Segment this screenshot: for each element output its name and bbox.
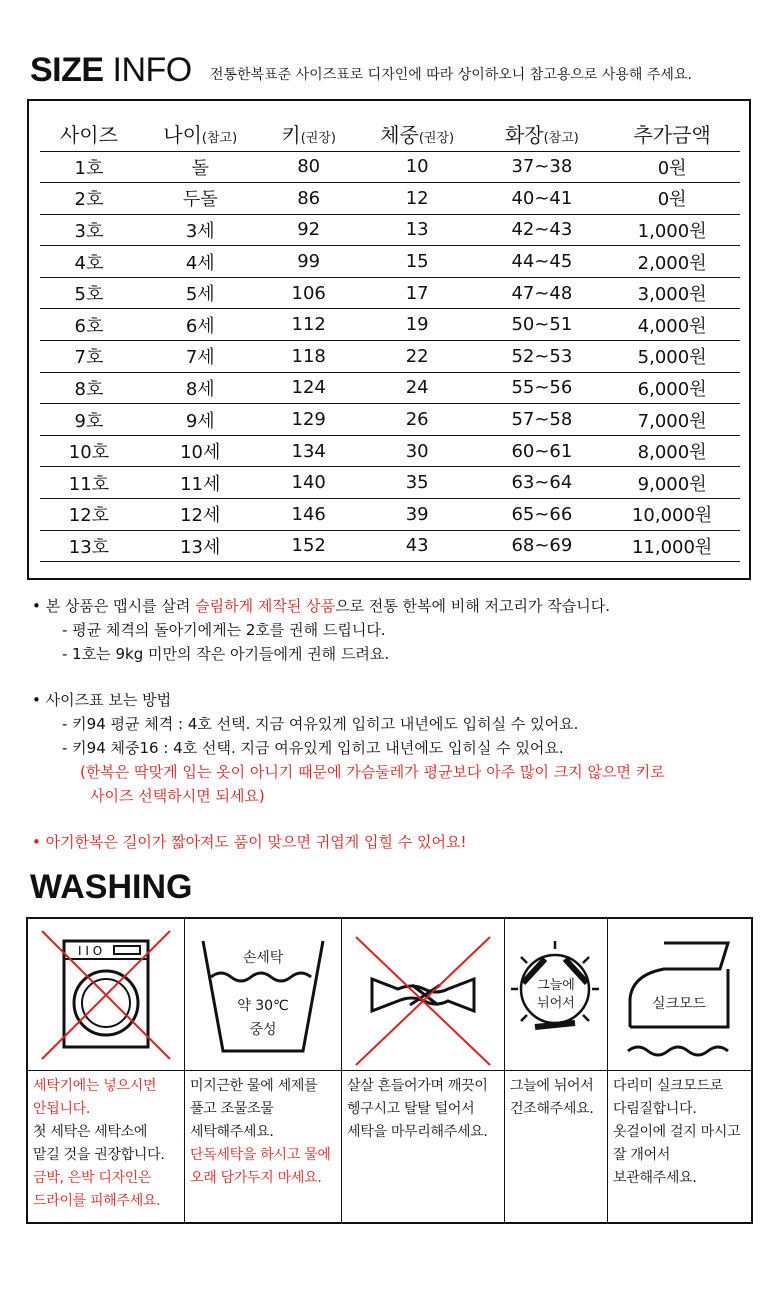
size-table-cell: 63~64 [480, 467, 605, 499]
note-2-sub-2: - 키94 체중16 : 4호 선택. 지금 여유있게 입히고 내년에도 입히실 수 있어요. [62, 739, 564, 757]
size-table-cell: 0원 [604, 183, 740, 215]
size-table-cell: 26 [355, 404, 480, 436]
size-table-cell: 6,000원 [604, 372, 740, 404]
wash-col-dry [505, 919, 608, 1222]
size-table-cell: 17 [355, 277, 480, 309]
size-table-cell: 68~69 [480, 530, 605, 562]
wash-col-wring [342, 919, 505, 1222]
size-header-cell: 체중(권장) [355, 117, 480, 151]
size-table-cell: 10호 [40, 435, 138, 467]
size-table-row [40, 372, 740, 404]
size-table-row [40, 277, 740, 309]
size-table-cell: 19 [355, 309, 480, 341]
size-table-cell: 7,000원 [604, 404, 740, 436]
size-table-cell: 0원 [604, 151, 740, 183]
size-table-row [40, 499, 740, 531]
size-table-cell: 12호 [40, 499, 138, 531]
size-table-cell: 10,000원 [604, 499, 740, 531]
size-table-cell: 146 [263, 499, 355, 531]
size-table-body [40, 151, 740, 562]
size-table-cell: 7호 [40, 341, 138, 373]
size-table-cell: 두돌 [138, 183, 263, 215]
washing-machine-forbidden-icon [28, 919, 184, 1071]
size-table-row [40, 404, 740, 436]
size-table-row [40, 183, 740, 215]
washing-title: WASHING [30, 868, 193, 906]
wash-col-machine-text: 세탁기에는 넣으시면 안됩니다. 첫 세탁은 세탁소에 맡길 것을 권장합니다. 금박, 은박 디자인은 드라이를 피해주세요. [33, 1078, 165, 1209]
size-notes [32, 594, 762, 854]
size-table-cell: 44~45 [480, 246, 605, 278]
size-header-cell: 추가금액 [604, 117, 740, 151]
wash-col-iron-text: 다리미 실크모드로 다림질합니다. 옷걸이에 걸지 마시고 잘 개어서 보관해주세요. [613, 1078, 741, 1186]
size-info-title: SIZE INFO [30, 51, 192, 89]
wash-col-handwash-text: 미지근한 물에 세제를 풀고 조물조물 세탁해주세요. 단독세탁을 하시고 물에 오래 담가두지 마세요. [190, 1078, 331, 1186]
size-table-cell: 152 [263, 530, 355, 562]
shade-dry-flat-icon: 그늘에 뉘어서 [505, 919, 607, 1071]
size-table-header [40, 117, 740, 151]
size-header-cell: 키(권장) [263, 117, 355, 151]
washing-box [26, 917, 753, 1224]
size-info-header [30, 50, 760, 90]
hand-wash-icon: 손세탁 약 30℃ 중성 [185, 919, 341, 1071]
size-table-box [27, 99, 751, 580]
size-table-cell: 50~51 [480, 309, 605, 341]
size-table-row [40, 309, 740, 341]
iron-silk-icon: 실크모드 [608, 919, 751, 1071]
size-table-cell: 13 [355, 214, 480, 246]
size-table-cell: 12세 [138, 499, 263, 531]
size-table-cell: 15 [355, 246, 480, 278]
no-wring-icon [342, 919, 504, 1071]
size-table-cell: 2,000원 [604, 246, 740, 278]
size-table-cell: 140 [263, 467, 355, 499]
wash-col-machine [28, 919, 185, 1222]
size-table-cell: 9세 [138, 404, 263, 436]
size-table-cell: 30 [355, 435, 480, 467]
size-table-cell: 129 [263, 404, 355, 436]
size-table-cell: 92 [263, 214, 355, 246]
size-table-cell: 40~41 [480, 183, 605, 215]
size-table-cell: 10 [355, 151, 480, 183]
size-table-cell: 3호 [40, 214, 138, 246]
size-table-cell: 11호 [40, 467, 138, 499]
size-table-cell: 12 [355, 183, 480, 215]
size-header-cell: 화장(참고) [480, 117, 605, 151]
size-table-cell: 134 [263, 435, 355, 467]
wash-col-wring-text: 살살 흔들어가며 깨끗이 헹구시고 탈탈 털어서 세탁을 마무리해주세요. [347, 1078, 488, 1140]
size-table-cell: 8호 [40, 372, 138, 404]
size-table-cell: 9호 [40, 404, 138, 436]
size-table-cell: 1호 [40, 151, 138, 183]
size-table-cell: 43 [355, 530, 480, 562]
size-table-cell: 2호 [40, 183, 138, 215]
size-table-cell: 4호 [40, 246, 138, 278]
size-table-cell: 124 [263, 372, 355, 404]
note-2-red-1: (한복은 딱맞게 입는 옷이 아니기 때문에 가슴둘레가 평균보다 아주 많이 크지 않으면 키로 [80, 763, 665, 781]
size-table-cell: 13세 [138, 530, 263, 562]
size-table-row [40, 341, 740, 373]
size-table-cell: 10세 [138, 435, 263, 467]
size-table-cell: 39 [355, 499, 480, 531]
size-table-cell: 42~43 [480, 214, 605, 246]
note-1-sub-2: - 1호는 9kg 미만의 작은 아기들에게 권해 드려요. [62, 645, 390, 663]
size-table-cell: 돌 [138, 151, 263, 183]
note-2-red-2: 사이즈 선택하시면 되세요) [90, 787, 265, 805]
size-table-cell: 24 [355, 372, 480, 404]
size-table-cell: 60~61 [480, 435, 605, 467]
size-table-cell: 47~48 [480, 277, 605, 309]
wash-col-dry-text: 그늘에 뉘어서 건조해주세요. [510, 1078, 594, 1117]
size-table [40, 117, 740, 562]
size-table-cell: 106 [263, 277, 355, 309]
note-2-sub-1: - 키94 평균 체격 : 4호 선택. 지금 여유있게 입히고 내년에도 입히실 수 있어요. [62, 715, 579, 733]
size-table-cell: 22 [355, 341, 480, 373]
size-table-cell: 11,000원 [604, 530, 740, 562]
size-table-cell: 1,000원 [604, 214, 740, 246]
size-table-row [40, 246, 740, 278]
size-table-cell: 8세 [138, 372, 263, 404]
size-table-cell: 13호 [40, 530, 138, 562]
size-table-cell: 3,000원 [604, 277, 740, 309]
size-table-cell: 35 [355, 467, 480, 499]
note-2: • 사이즈표 보는 방법 [32, 691, 172, 709]
size-table-cell: 37~38 [480, 151, 605, 183]
size-table-cell: 8,000원 [604, 435, 740, 467]
size-table-cell: 65~66 [480, 499, 605, 531]
size-table-cell: 6호 [40, 309, 138, 341]
size-table-cell: 118 [263, 341, 355, 373]
note-1-sub-1: - 평균 체격의 돌아기에게는 2호를 권해 드립니다. [62, 621, 386, 639]
size-table-cell: 4세 [138, 246, 263, 278]
size-table-cell: 9,000원 [604, 467, 740, 499]
size-table-cell: 52~53 [480, 341, 605, 373]
size-table-row [40, 530, 740, 562]
note-3: • 아기한복은 길이가 짧아져도 품이 맞으면 귀엽게 입힐 수 있어요! [32, 833, 467, 851]
size-table-cell: 6세 [138, 309, 263, 341]
size-table-cell: 5,000원 [604, 341, 740, 373]
note-1: • 본 상품은 맵시를 살려 슬림하게 제작된 상품으로 전통 한복에 비해 저고리가 작습니다. [32, 597, 611, 615]
size-table-cell: 3세 [138, 214, 263, 246]
size-table-cell: 112 [263, 309, 355, 341]
size-table-cell: 99 [263, 246, 355, 278]
size-table-cell: 55~56 [480, 372, 605, 404]
size-table-cell: 7세 [138, 341, 263, 373]
size-header-cell: 사이즈 [40, 117, 138, 151]
size-info-subtitle: 전통한복표준 사이즈표로 디자인에 따라 상이하오니 참고용으로 사용해 주세요. [210, 67, 692, 83]
size-table-row [40, 467, 740, 499]
size-table-row [40, 435, 740, 467]
size-table-cell: 11세 [138, 467, 263, 499]
size-table-cell: 86 [263, 183, 355, 215]
size-table-row [40, 151, 740, 183]
size-table-cell: 80 [263, 151, 355, 183]
wash-col-handwash [185, 919, 342, 1222]
size-table-cell: 5호 [40, 277, 138, 309]
svg-text:I I O: I I O [78, 944, 103, 958]
size-table-cell: 57~58 [480, 404, 605, 436]
size-table-row [40, 214, 740, 246]
size-table-cell: 5세 [138, 277, 263, 309]
wash-col-iron [608, 919, 751, 1222]
size-header-cell: 나이(참고) [138, 117, 263, 151]
size-table-cell: 4,000원 [604, 309, 740, 341]
